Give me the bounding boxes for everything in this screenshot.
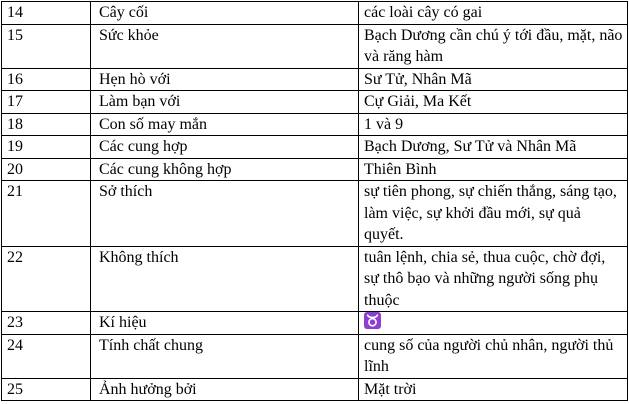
row-value: Bạch Dương, Sư Tử và Nhân Mã [359, 136, 628, 159]
row-value: Bạch Dương cần chú ý tới đầu, mặt, não và răng hàm [359, 24, 628, 68]
row-value: cung số của người chủ nhân, người thủ lĩnh [359, 334, 628, 378]
row-value: Mặt trời [359, 378, 628, 401]
row-number: 14 [2, 2, 91, 25]
row-attribute: Tính chất chung [91, 334, 359, 378]
table-row [2, 334, 628, 378]
table-row [2, 378, 628, 401]
row-attribute: Các cung không hợp [91, 158, 359, 181]
row-number: 24 [2, 334, 91, 378]
row-attribute: Kí hiệu [91, 312, 359, 335]
table-row [2, 113, 628, 136]
row-attribute: Các cung hợp [91, 136, 359, 159]
table-row [2, 136, 628, 159]
row-attribute: Không thích [91, 246, 359, 312]
row-attribute: Con số may mắn [91, 113, 359, 136]
table-row [2, 91, 628, 114]
row-attribute: Sức khỏe [91, 24, 359, 68]
row-value: tuân lệnh, chia sẻ, thua cuộc, chờ đợi, sự thô bạo và những người sống phụ thuộc [359, 246, 628, 312]
row-number: 15 [2, 24, 91, 68]
table-row [2, 181, 628, 247]
table-row [2, 24, 628, 68]
row-attribute: Làm bạn với [91, 91, 359, 114]
row-number: 17 [2, 91, 91, 114]
row-number: 21 [2, 181, 91, 247]
row-value: các loài cây có gai [359, 2, 628, 25]
row-number: 25 [2, 378, 91, 401]
table-row [2, 246, 628, 312]
zodiac-info-table [1, 1, 628, 401]
table-row [2, 158, 628, 181]
row-value: 1 và 9 [359, 113, 628, 136]
row-number: 22 [2, 246, 91, 312]
row-value: sự tiên phong, sự chiến thắng, sáng tạo, làm việc, sự khởi đầu mới, sự quả quyết. [359, 181, 628, 247]
row-number: 16 [2, 68, 91, 91]
row-number: 19 [2, 136, 91, 159]
row-value-symbol [359, 312, 628, 335]
row-value: Cự Giải, Ma Kết [359, 91, 628, 114]
row-value: Sư Tử, Nhân Mã [359, 68, 628, 91]
table-row [2, 2, 628, 25]
row-number: 20 [2, 158, 91, 181]
row-value: Thiên Bình [359, 158, 628, 181]
row-attribute: Hẹn hò với [91, 68, 359, 91]
row-attribute: Cây cối [91, 2, 359, 25]
row-number: 18 [2, 113, 91, 136]
row-attribute: Ảnh hưởng bởi [91, 378, 359, 401]
row-number: 23 [2, 312, 91, 335]
taurus-symbol-icon [364, 312, 381, 329]
table-row [2, 312, 628, 335]
table-row [2, 68, 628, 91]
row-attribute: Sở thích [91, 181, 359, 247]
